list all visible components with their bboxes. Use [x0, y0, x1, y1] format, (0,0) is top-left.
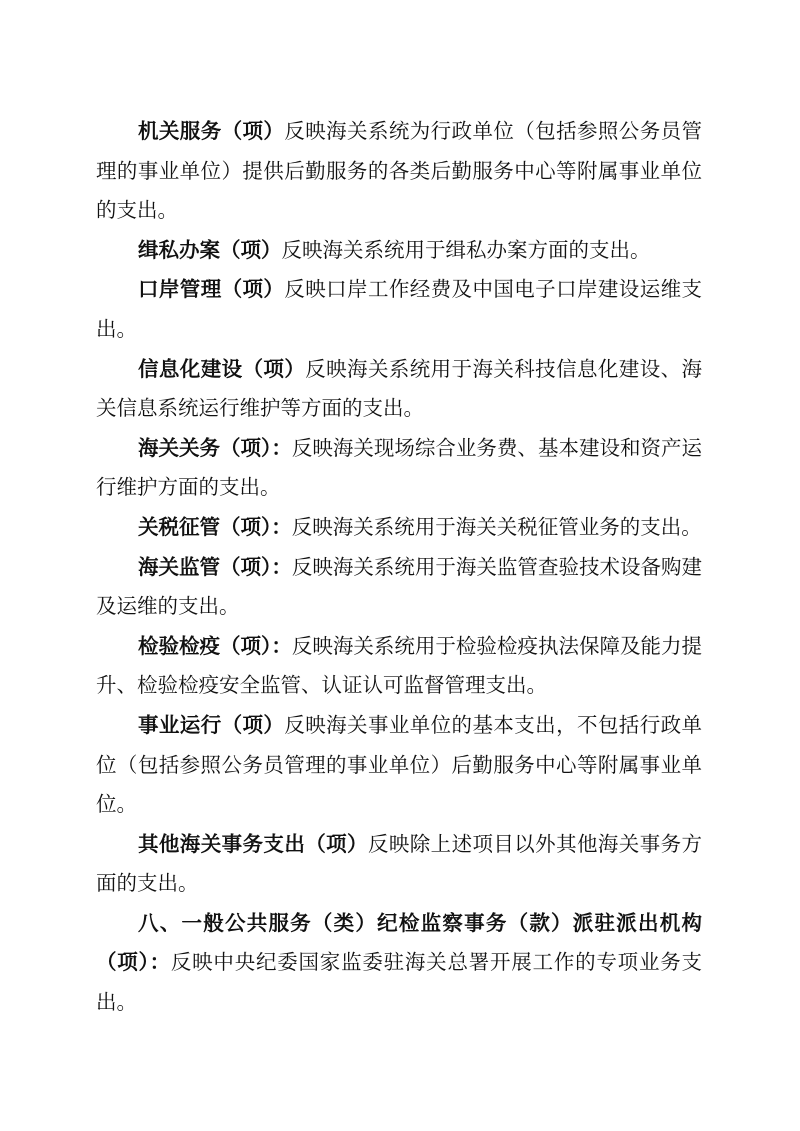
item-description: 反映海关系统用于海关科技信息化建设、海关信息系统运行维护等方面的支出。 [96, 356, 703, 421]
item-description: 反映中央纪委国家监委驻海关总署开展工作的专项业务支出。 [96, 950, 703, 1015]
item-heading: 机关服务（项） [138, 119, 285, 143]
paragraph-kouan-guanli [96, 270, 702, 349]
item-heading: 缉私办案（项） [138, 237, 282, 262]
item-description: 反映口岸工作经费及中国电子口岸建设运维支出。 [96, 277, 703, 341]
document-page [96, 112, 702, 1023]
item-description: 反映海关系统用于检验检疫执法保障及能力提升、检验检疫安全监管、认证认可监督管理支出。 [96, 633, 703, 698]
item-description: 反映海关系统用于海关关税征管业务的支出。 [291, 514, 702, 539]
item-heading: 关税征管（项）： [138, 514, 292, 539]
item-description: 反映海关系统用于海关监管查验技术设备购建及运维的支出。 [96, 554, 703, 619]
paragraph-qita-haiguan-shiwu [96, 825, 702, 904]
item-heading: 信息化建设（项） [138, 356, 306, 381]
item-heading: 八、一般公共服务（类）纪检监察事务（款）派驻派出机构（项）： [96, 910, 702, 975]
paragraph-haiguan-jianguan [96, 548, 702, 627]
item-description: 反映除上述项目以外其他海关事务方面的支出。 [96, 831, 703, 896]
item-heading: 其他海关事务支出（项） [138, 831, 368, 856]
item-description: 反映海关系统为行政单位（包括参照公务员管理的事业单位）提供后勤服务的各类后勤服务中心等附属事业单位的支出。 [96, 119, 703, 223]
paragraph-paizhu-paichu-jigou [96, 904, 702, 1023]
item-heading: 海关监管（项）： [138, 554, 292, 579]
item-heading: 检验检疫（项）： [138, 633, 292, 658]
paragraph-xinxihua-jianshe [96, 350, 702, 429]
paragraph-jianyan-jianyi [96, 627, 702, 706]
item-heading: 事业运行（项） [138, 712, 285, 737]
item-description: 反映海关系统用于缉私办案方面的支出。 [281, 237, 651, 262]
item-description: 反映海关事业单位的基本支出，不包括行政单位（包括参照公务员管理的事业单位）后勤服务中心等附属事业单位。 [96, 712, 703, 817]
item-heading: 口岸管理（项） [138, 277, 285, 302]
item-heading: 海关关务（项）： [138, 435, 292, 460]
paragraph-guanshui-zhengguan [96, 508, 702, 548]
paragraph-shiye-yunxing [96, 706, 702, 825]
item-description: 反映海关现场综合业务费、基本建设和资产运行维护方面的支出。 [96, 435, 703, 500]
paragraph-jiguan-fuwu [96, 112, 702, 231]
paragraph-jisi-banan [96, 231, 702, 271]
paragraph-haiguan-guanwu [96, 429, 702, 508]
